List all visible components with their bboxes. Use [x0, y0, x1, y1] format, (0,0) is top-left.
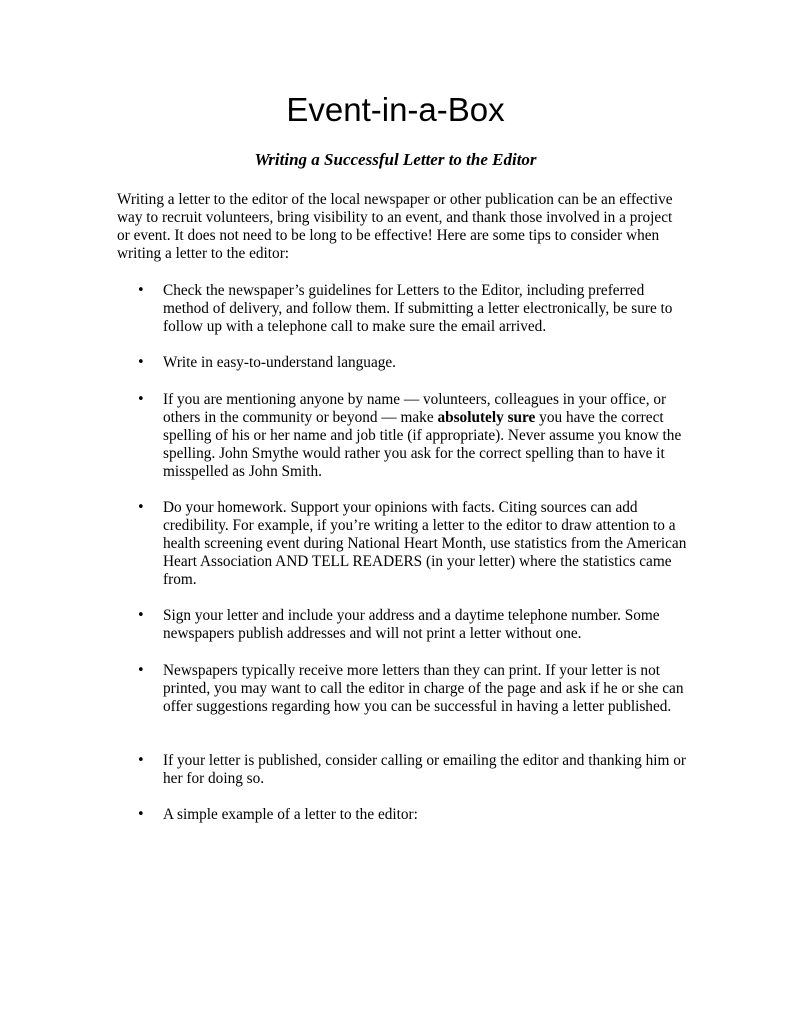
- bullet-icon: •: [137, 500, 145, 515]
- list-item: [137, 354, 693, 372]
- tip-text: Do your homework. Support your opinions with facts. Citing sources can add credibility. For example, if you’re writing a letter to the editor to draw attention to a health screening event during National Heart Month, use statistics from the American Heart Association AND TELL READERS (in your letter) where the statistics came from.: [163, 499, 687, 588]
- bullet-icon: •: [137, 283, 145, 298]
- list-item: [137, 391, 693, 481]
- list-item: [137, 282, 693, 336]
- emphasis-text: absolutely sure: [437, 409, 536, 426]
- tip-text-part: If you are mentioning anyone by name — volunteers, colleagues in your office, or others in the community or beyond — make: [163, 391, 667, 426]
- bullet-icon: •: [137, 608, 145, 623]
- bullet-icon: •: [137, 753, 145, 768]
- document-subtitle: Writing a Successful Letter to the Editor: [254, 150, 537, 169]
- bullet-icon: •: [137, 807, 145, 822]
- tip-text: Newspapers typically receive more letters than they can print. If your letter is not printed, you may want to call the editor in charge of the page and ask if he or she can offer suggestions regarding how you can be successful in having a letter published.: [163, 662, 684, 715]
- tip-text: Write in easy-to-understand language.: [163, 354, 397, 371]
- tip-text: If your letter is published, consider calling or emailing the editor and thanking him or her for doing so.: [163, 752, 686, 787]
- list-item: [137, 499, 693, 589]
- document-title: Event-in-a-Box: [286, 91, 505, 128]
- bullet-icon: •: [137, 392, 145, 407]
- intro-paragraph: Writing a letter to the editor of the local newspaper or other publication can be an effective way to recruit volunteers, bring visibility to an event, and thank those involved in a project or event. It does not need to be long to be effective! Here are some tips to consider when writing a letter to the editor:: [117, 191, 673, 262]
- tip-text: A simple example of a letter to the editor:: [163, 806, 418, 823]
- list-item: [137, 752, 693, 788]
- bullet-icon: •: [137, 355, 145, 370]
- tip-text-part: you have the correct spelling of his or her name and job title (if appropriate). Never assume you know the spelling. John Smythe would rather you ask for the correct spelling than to have it misspelled as John Smith.: [163, 409, 682, 480]
- tip-text: Check the newspaper’s guidelines for Letters to the Editor, including preferred method of delivery, and follow them. If submitting a letter electronically, be sure to follow up with a telephone call to make sure the email arrived.: [163, 282, 673, 335]
- tip-text: Sign your letter and include your address and a daytime telephone number. Some newspapers publish addresses and will not print a letter without one.: [163, 607, 660, 642]
- tip-text: [163, 391, 693, 481]
- list-item: [137, 662, 693, 716]
- bullet-icon: •: [137, 663, 145, 678]
- list-item: [137, 806, 693, 824]
- list-item: [137, 607, 693, 643]
